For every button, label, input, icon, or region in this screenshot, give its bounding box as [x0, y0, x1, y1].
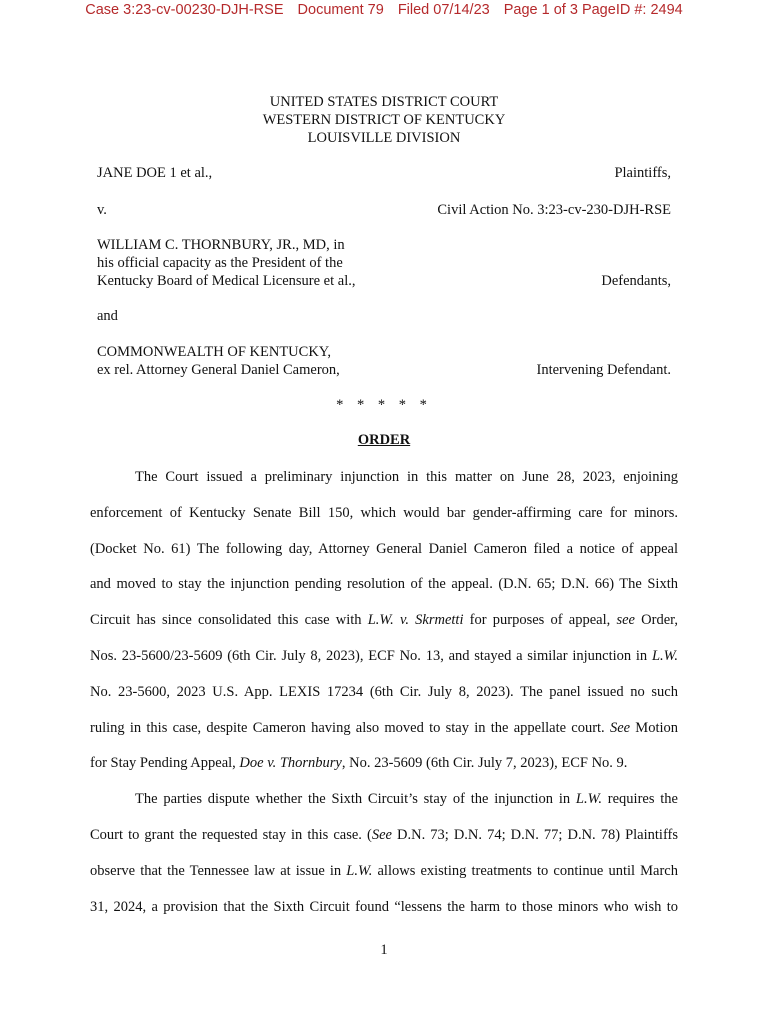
defendant-line: his official capacity as the President of the	[97, 255, 343, 271]
intervenor-block	[97, 343, 340, 379]
versus-label: v.	[97, 202, 107, 218]
body-line: 31, 2024, a provision that the Sixth Circuit found “lessens the harm to those minors who wish to	[90, 898, 678, 915]
text-run: D.N. 73; D.N. 74; D.N. 77; D.N. 78) Plaintiffs	[391, 826, 678, 843]
signal-word: see	[616, 612, 635, 629]
body-line	[90, 717, 678, 753]
case-citation: L.W.	[651, 647, 678, 664]
court-heading	[0, 93, 768, 147]
and-label: and	[97, 308, 118, 324]
text-run: Nos. 23-5600/23-5609 (6th Cir. July 8, 2023), ECF No. 13, and stayed a similar injunction in	[90, 647, 652, 664]
body-line: The Court issued a preliminary injunction in this matter on June 28, 2023, enjoining	[135, 469, 678, 485]
intervenor-line: COMMONWEALTH OF KENTUCKY,	[97, 344, 332, 360]
text-run: , No. 23-5609 (6th Cir. July 7, 2023), ECF No. 9.	[341, 755, 628, 772]
text-run: Motion	[630, 719, 679, 736]
case-citation: L.W. v. Skrmetti	[367, 612, 464, 629]
text-run: The parties dispute whether the Sixth Circuit’s stay of the injunction in	[135, 791, 576, 808]
signal-word: See	[371, 826, 392, 843]
body-line	[90, 752, 678, 788]
section-separator: * * * * *	[336, 397, 432, 413]
text-run: for Stay Pending Appeal,	[90, 755, 240, 772]
defendant-block	[97, 236, 356, 290]
text-run: Order,	[634, 612, 679, 629]
body-line: No. 23-5600, 2023 U.S. App. LEXIS 17234 (6th Cir. July 8, 2023). The panel issued no such	[90, 683, 678, 700]
document-number: Document 79	[297, 2, 384, 18]
body-line	[90, 609, 678, 645]
body-line: (Docket No. 61) The following day, Attorney General Daniel Cameron filed a notice of appeal	[90, 540, 678, 557]
order-body	[90, 466, 678, 931]
court-district: WESTERN DISTRICT OF KENTUCKY	[262, 112, 506, 128]
intervenor-line: ex rel. Attorney General Daniel Cameron,	[97, 362, 340, 378]
case-citation: L.W.	[575, 791, 602, 808]
defendant-role: Defendants,	[601, 273, 671, 289]
defendant-line: WILLIAM C. THORNBURY, JR., MD, in	[97, 237, 345, 253]
body-line	[90, 788, 678, 824]
plaintiff-name: JANE DOE 1 et al.,	[97, 165, 213, 181]
text-run: ruling in this case, despite Cameron having also moved to stay in the appellate court.	[90, 719, 610, 736]
defendant-line: Kentucky Board of Medical Licensure et al.,	[97, 273, 356, 289]
case-citation: Doe v. Thornbury	[239, 755, 342, 772]
intervenor-role: Intervening Defendant.	[536, 362, 671, 378]
plaintiff-role: Plaintiffs,	[614, 165, 671, 181]
signal-word: See	[609, 719, 631, 736]
text-run: for purposes of appeal,	[463, 612, 617, 629]
text-run: Circuit has since consolidated this case with	[90, 612, 368, 629]
page-number: 1	[380, 942, 388, 958]
order-title: ORDER	[357, 432, 411, 448]
court-name: UNITED STATES DISTRICT COURT	[269, 94, 499, 110]
text-run: allows existing treatments to continue until March	[372, 862, 678, 879]
civil-action-number: Civil Action No. 3:23-cv-230-DJH-RSE	[437, 202, 671, 218]
text-run: Court to grant the requested stay in this case. (	[90, 826, 372, 843]
body-line	[90, 645, 678, 681]
body-line: enforcement of Kentucky Senate Bill 150, which would bar gender-affirming care for minors.	[90, 504, 678, 521]
case-citation: L.W.	[346, 862, 373, 879]
body-line: and moved to stay the injunction pending resolution of the appeal. (D.N. 65; D.N. 66) The Sixth	[90, 576, 678, 593]
body-line	[90, 824, 678, 860]
filed-date: Filed 07/14/23	[397, 2, 490, 18]
text-run: requires the	[601, 791, 678, 808]
court-division: LOUISVILLE DIVISION	[307, 130, 461, 146]
body-line	[90, 860, 678, 896]
page-id: Page 1 of 3 PageID #: 2494	[503, 2, 683, 18]
text-run: observe that the Tennessee law at issue in	[90, 862, 347, 879]
case-number: Case 3:23-cv-00230-DJH-RSE	[85, 2, 284, 18]
filing-header-stamp	[0, 2, 768, 18]
